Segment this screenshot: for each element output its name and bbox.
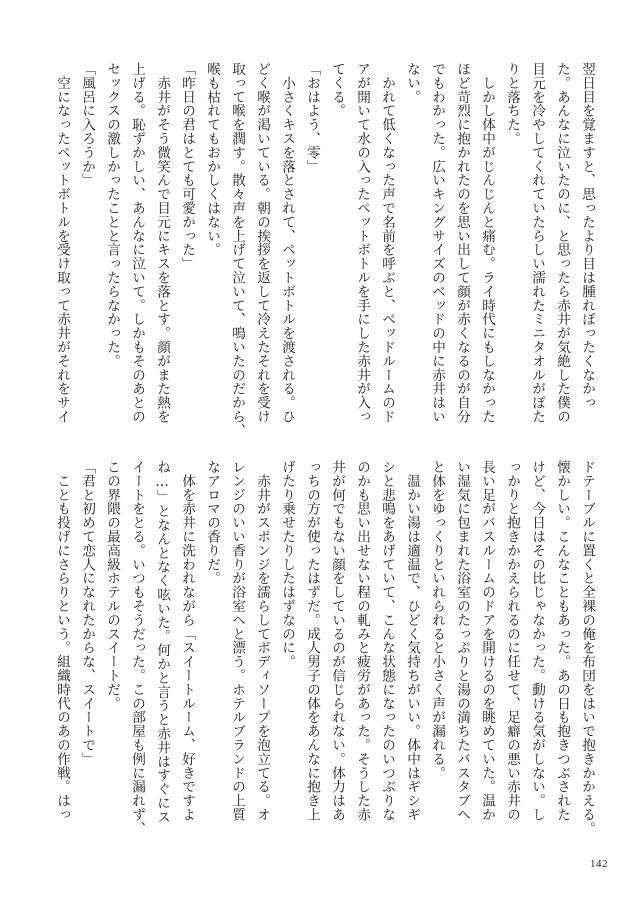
text-line: 空になったペットボトルを受け取って赤井がそれをサイ — [54, 62, 70, 424]
text-line: 井が何でもない顔をしているのが信じられない。体力はあ — [329, 460, 345, 822]
text-line: と体をゆっくりといれられると小さく声が漏れる。 — [429, 460, 445, 780]
text-line: でもわかった。広いキングサイズのベッドの中に赤井はい — [429, 62, 445, 424]
text-line: りと落ちた。 — [504, 62, 520, 146]
text-line: セックスの激しかったことと言ったらなかった。 — [104, 62, 120, 368]
text-line: 「おはよう、零」 — [304, 62, 320, 174]
text-line: かれて低くなった声で名前を呼ぶと、ベッドルームのド — [379, 62, 395, 424]
text-line: 温かい湯は適温で、ひどく気持ちがいい。体中はギシギ — [404, 460, 420, 822]
text-line: この界隈の最高級ホテルのスイートだ。 — [104, 460, 120, 711]
text-line: 体を赤井に洗われながら「スイートルーム、好きですよ — [179, 460, 195, 822]
text-line: 上げる。恥ずかしい、あんなに泣いて。しかもそのあとの — [129, 62, 145, 424]
text-line: 「君と初めて恋人になれたからな、スイートで」 — [79, 460, 95, 766]
text-line: ない。 — [404, 62, 420, 104]
text-line: た。あんなに泣いたのに、と思ったら赤井が気絶した僕の — [554, 62, 570, 424]
text-line: 小さくキスを落とされて、ペットボトルを渡される。ひ — [279, 62, 295, 424]
text-line: シと悲鳴をあげていて、こんな状態になったのいつぶりな — [379, 460, 395, 822]
text-line: 懐かしい。こんなこともあった。あの日も抱きつぶされた — [554, 460, 570, 822]
text-line: ドテーブルに置くと全裸の俺を布団をはいで抱きかかえる。 — [579, 460, 595, 836]
lower-text-block — [54, 460, 599, 850]
text-line: 翌日目を覚ますと、思ったより目は腫れぼったくなかっ — [579, 62, 595, 410]
text-line: ね…」となんとなく呟いた。何かと言うと赤井はすぐにス — [154, 460, 170, 824]
text-line: レンジのいい香りが浴室へと漂う。ホテルブランドの上質 — [229, 460, 245, 822]
text-line: なアロマの香りだ。 — [204, 460, 220, 586]
text-line: 長い足がバスルームのドアを開けるのを眺めていた。温か — [479, 460, 495, 822]
text-line: 赤井がそう微笑んで目元にキスを落とす。顔がまた熱を — [154, 62, 170, 424]
text-line: どく喉が渇いている。朝の挨拶を返して冷えたそれを受け — [254, 62, 270, 424]
text-line: 「風呂に入ろうか」 — [79, 62, 95, 188]
text-line: ことも投げにさらりという。組織時代のあの作戦。はっ — [54, 460, 70, 822]
text-line: い湿気に包まれた浴室のたっぷりと湯の満ちたバスタブへ — [454, 460, 470, 822]
text-line: のかも思い出せない程の軋みと疲労があった。そうした赤 — [354, 460, 370, 822]
text-line: 取って喉を潤す。散々声を上げて泣いて、鳴いたのだから、 — [229, 62, 245, 438]
text-line: 赤井がスポンジを濡らしてボディソープを泡立てる。オ — [254, 460, 270, 822]
text-line: 目元を冷やしてくれていたらしい濡れたミニタオルがぽた — [529, 62, 545, 424]
text-line: しかし体中がじんじんと痛む。ライ時代にもしなかった — [479, 62, 495, 424]
text-line: けど、今日はその比じゃなかった。動ける気がしない。し — [529, 460, 545, 822]
text-line: 「昨日の君はとても可愛かった」 — [179, 62, 195, 271]
page-number: 142 — [590, 858, 608, 870]
text-line: っかりと抱きかかえられるのに任せて、足癖の悪い赤井の — [504, 460, 520, 822]
text-line: ほど苛烈に抱かれたのを思い出して顔が赤くなるのが自分 — [454, 62, 470, 424]
text-line: っちの方が使ったはずだ。成人男子の体をあんなに抱き上 — [304, 460, 320, 822]
text-line: てくる。 — [329, 62, 345, 118]
text-line: 喉も枯れてもおかしくはない。 — [204, 62, 220, 257]
upper-text-block — [54, 62, 599, 454]
text-line: げたり乗せたりしたはずなのに。 — [279, 460, 295, 669]
text-line: イートをとる。いつもそうだった。この部屋も例に漏れず、 — [129, 460, 145, 836]
text-line: アが開いて水の入ったペットボトルを手にした赤井が入っ — [354, 62, 370, 424]
